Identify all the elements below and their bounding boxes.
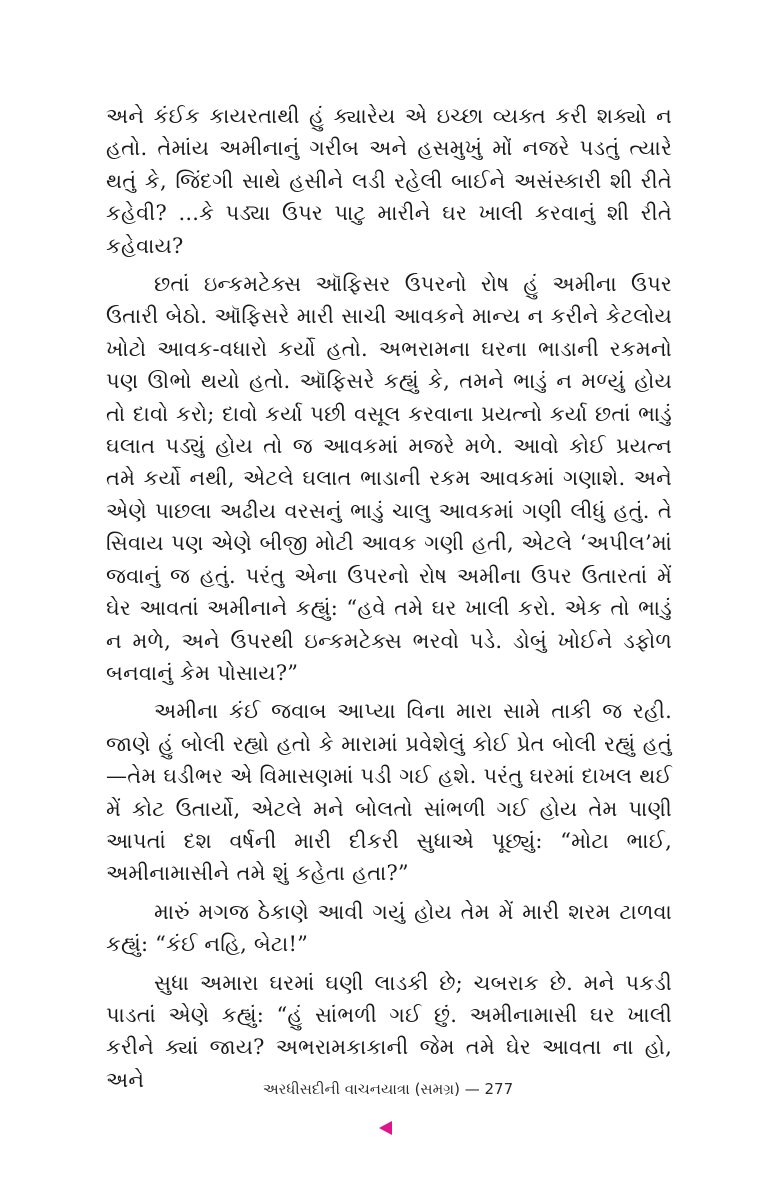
paragraph-3: અમીના કંઈ જવાબ આપ્યા વિના મારા સામે તાકી જ રહી. જાણે હું બોલી રહ્યો હતો કે મારામાં પ્રવેશેલું કોઈ પ્રેત બોલી રહ્યું હતું—તેમ ઘડીભર એ વિમાસણમાં પડી ગઈ હશે. પરંતુ ઘરમાં દાખલ થઈ મેં કોટ ઉતાર્યો, એટલે મને બોલતો સાંભળી ગઈ હોય તેમ પાણી આપતાં દશ વર્ષની મારી દીકરી સુધાએ પૂછ્યું: “મોટા ભાઈ, અમીનામાસીને તમે શું કહેતા હતા?” — [106, 699, 672, 886]
paragraph-5: સુધા અમારા ઘરમાં ઘણી લાડકી છે; ચબરાક છે. મને પકડી પાડતાં એણે કહ્યું: “હું સાંભળી ગઈ છું. અમીનામાસી ઘર ખાલી કરીને ક્યાં જાય? અભરામકાકાની જેમ તમે ઘેર આવતા ના હો, અને — [106, 970, 672, 1092]
page-footer: અરધીસદીની વાચનયાત્રા (સમગ્ર) — 277 — [262, 1080, 514, 1098]
paragraph-1: અને કંઈક કાયરતાથી હું ક્યારેય એ ઇચ્છા વ્યક્ત કરી શક્યો ન હતો. તેમાંય અમીનાનું ગરીબ અને હસમુખું મોં નજરે પડતું ત્યારે થતું કે, જિંદગી સાથે હસીને લડી રહેલી બાઈને અસંસ્કારી શી રીતે કહેવી? ...કે પડ્યા ઉપર પાટુ મારીને ઘર ખાલી કરવાનું શી રીતે કહેવાય? — [106, 104, 672, 258]
paragraph-2: છતાં ઇન્કમટેક્સ ઑફિસર ઉપરનો રોષ હું અમીના ઉપર ઉતારી બેઠો. ઑફિસરે મારી સાચી આવકને માન્ય ન કરીને કેટલોય ખોટો આવક-વધારો કર્યો હતો. અભરામના ઘરના ભાડાની રકમનો પણ ઊભો થયો હતો. ઑફિસરે કહ્યું કે, તમને ભાડું ન મળ્યું હોય તો દાવો કરો; દાવો કર્યા પછી વસૂલ કરવાના પ્રયત્નો કર્યા છતાં ભાડું ઘલાત પડ્યું હોય તો જ આવકમાં મજરે મળે. આવો કોઈ પ્રયત્ન તમે કર્યો નથી, એટલે ઘલાત ભાડાની રકમ આવકમાં ગણાશે. અને એણે પાછલા અઢીય વરસનું ભાડું ચાલુ આવકમાં ગણી લીધું હતું. તે સિવાય પણ એણે બીજી મોટી આવક ગણી હતી, એટલે ‘અપીલ’માં જવાનું જ હતું. પરંતુ એના ઉપરનો રોષ અમીના ઉપર ઉતારતાં મેં ઘેર આવતાં અમીનાને કહ્યું: “હવે તમે ઘર ખાલી કરો. એક તો ભાડું ન મળે, અને ઉપરથી ઇન્કમટેક્સ ભરવો પડે. ડોબું ખોઈને ડફોળ બનવાનું કેમ પોસાય?” — [106, 272, 672, 685]
previous-page-arrow-icon[interactable] — [379, 1121, 392, 1135]
paragraph-4: મારું મગજ ઠેકાણે આવી ગયું હોય તેમ મેં મારી શરમ ટાળવા કહ્યું: “કંઈ નહિ, બેટા!” — [106, 899, 672, 957]
page-body — [106, 100, 672, 1096]
